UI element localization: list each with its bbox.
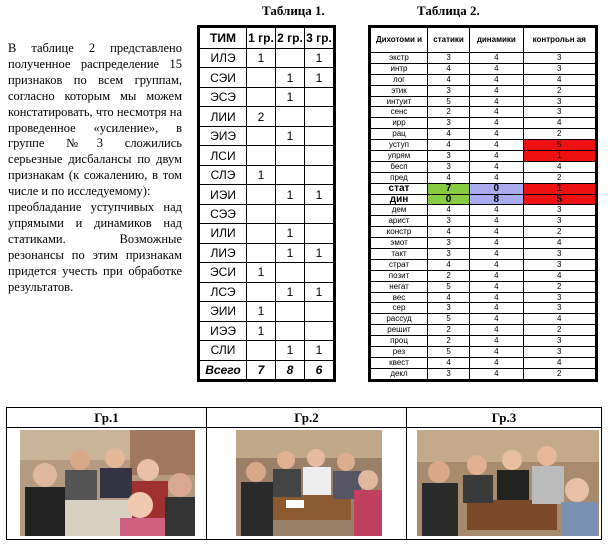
table2-value-cell: 4 (470, 205, 523, 216)
table2-value-cell: 4 (470, 140, 523, 151)
table1-count-cell (247, 87, 276, 106)
table1-count-cell (305, 126, 334, 145)
table2-dichotomy-cell: экстр (371, 53, 428, 64)
table1-count-cell: 1 (305, 341, 334, 360)
table1-count-cell (305, 224, 334, 243)
table2-value-cell: 4 (428, 129, 470, 140)
table2-value-cell: 3 (428, 303, 470, 314)
table2-row (371, 74, 596, 85)
table1-type-cell: ЭСИ (200, 263, 247, 282)
table2-row (371, 96, 596, 107)
table2-value-cell: 8 (470, 194, 523, 205)
table2-value-cell: 4 (428, 357, 470, 368)
table2-dichotomy-cell: дем (371, 205, 428, 216)
table2-value-cell: 5 (523, 140, 595, 151)
table2-value-cell: 2 (523, 227, 595, 238)
photo-cell-group2 (207, 408, 407, 539)
table2-row (371, 194, 596, 205)
table2-dichotomy-cell: проц (371, 336, 428, 347)
table2-value-cell: 3 (523, 336, 595, 347)
table2-header-2: динамики (470, 28, 523, 53)
table2-dichotomy-cell: интуит (371, 96, 428, 107)
table2-value-cell: 4 (470, 314, 523, 325)
table2-row (371, 118, 596, 129)
table2-value-cell: 2 (523, 368, 595, 379)
table2-dichotomy-cell: декл (371, 368, 428, 379)
table2-row (371, 129, 596, 140)
table1-row (200, 87, 334, 106)
table2-dichotomy-cell: рассуд (371, 314, 428, 325)
table1-count-cell: 2 (247, 107, 276, 126)
table1-count-cell: 1 (247, 165, 276, 184)
photo-header-group2: Гр.2 (207, 408, 406, 428)
table2-value-cell: 4 (428, 172, 470, 183)
table2-value-cell: 4 (428, 292, 470, 303)
table2-value-cell: 4 (470, 249, 523, 260)
table2-value-cell: 0 (470, 183, 523, 194)
table2-dichotomy-cell: рез (371, 347, 428, 358)
table1-count-cell (276, 146, 305, 165)
table2-dichotomy-cell: интр (371, 63, 428, 74)
table2-row (371, 140, 596, 151)
table1-row (200, 107, 334, 126)
table2-value-cell: 3 (523, 249, 595, 260)
table2-dichotomy-cell: дин (371, 194, 428, 205)
table1-type-cell: СЛЭ (200, 165, 247, 184)
table2-value-cell: 4 (470, 303, 523, 314)
table2-dichotomy-cell: лог (371, 74, 428, 85)
table2-dichotomy-cell: рац (371, 129, 428, 140)
table2-value-cell: 2 (523, 85, 595, 96)
table1-type-cell: СЭЭ (200, 204, 247, 223)
table1-count-cell: 1 (276, 185, 305, 204)
group1-photo (20, 430, 195, 536)
table1-type-cell: ЭСЭ (200, 87, 247, 106)
table2-row (371, 85, 596, 96)
table1-count-cell: 1 (276, 243, 305, 262)
table2-value-cell: 2 (428, 270, 470, 281)
table1-total-cell: 6 (305, 360, 334, 380)
table2-value-cell: 4 (523, 314, 595, 325)
table1-count-cell (305, 146, 334, 165)
table1-row (200, 49, 334, 68)
table2-caption: Таблица 2. (417, 3, 480, 18)
table1-row (200, 68, 334, 87)
table1-count-cell (247, 146, 276, 165)
table2-value-cell: 3 (523, 292, 595, 303)
table2-dichotomy-cell: констр (371, 227, 428, 238)
table2-value-cell: 1 (523, 183, 595, 194)
table2-header-row (371, 28, 596, 53)
table1-count-cell (276, 302, 305, 321)
table1 (197, 25, 336, 382)
table2-value-cell: 3 (428, 85, 470, 96)
table1-type-cell: ИЭЭ (200, 321, 247, 340)
table2-value-cell: 4 (470, 281, 523, 292)
table1-count-cell (247, 185, 276, 204)
table2-value-cell: 4 (470, 129, 523, 140)
table2-value-cell: 4 (470, 118, 523, 129)
table1-count-cell: 1 (276, 224, 305, 243)
table1-count-cell: 1 (276, 87, 305, 106)
table1-count-cell: 1 (247, 49, 276, 68)
table1-type-cell: ЛИЭ (200, 243, 247, 262)
table2-value-cell: 4 (428, 74, 470, 85)
table1-count-cell: 1 (276, 282, 305, 301)
table2-value-cell: 4 (428, 140, 470, 151)
table2-value-cell: 4 (470, 74, 523, 85)
table2-row (371, 238, 596, 249)
table1-type-cell: ЭИЭ (200, 126, 247, 145)
table2-dichotomy-cell: бесп (371, 161, 428, 172)
table2-value-cell: 0 (428, 194, 470, 205)
table2-dichotomy-cell: квест (371, 357, 428, 368)
table2-dichotomy-cell: уступ (371, 140, 428, 151)
table2-row (371, 303, 596, 314)
table2-value-cell: 3 (428, 238, 470, 249)
table1-count-cell (305, 321, 334, 340)
table1-count-cell (247, 282, 276, 301)
table1-count-cell: 1 (276, 126, 305, 145)
table1-header-2: 2 гр. (276, 28, 305, 49)
table2-value-cell: 5 (523, 194, 595, 205)
table2-dichotomy-cell: эмот (371, 238, 428, 249)
table2-header-1: статики (428, 28, 470, 53)
table2-value-cell: 3 (523, 216, 595, 227)
table2-dichotomy-cell: сер (371, 303, 428, 314)
table2-row (371, 347, 596, 358)
table1-count-cell (305, 302, 334, 321)
table2-value-cell: 4 (470, 63, 523, 74)
table2-row (371, 281, 596, 292)
table2-value-cell: 4 (523, 357, 595, 368)
table1-count-cell: 1 (305, 68, 334, 87)
table1-caption: Таблица 1. (262, 3, 325, 18)
table2-value-cell: 4 (428, 63, 470, 74)
table1-count-cell (276, 165, 305, 184)
table2 (368, 25, 598, 382)
table2-dichotomy-cell: решит (371, 325, 428, 336)
table1-row (200, 126, 334, 145)
table1-row (200, 341, 334, 360)
table1-count-cell (305, 204, 334, 223)
paragraph-1: В таблице 2 представлено полученное распределение 15 признаков по всем группам, согласно которым мы можем констатировать, что несмотря на проведенное «усиление», в группе №3 сложились серьезные дисбалансы по двум признакам (к сожалению, в том числе и по исследуемому): (8, 41, 182, 199)
table2-value-cell: 4 (470, 172, 523, 183)
table2-value-cell: 4 (523, 118, 595, 129)
table2-row (371, 259, 596, 270)
table2-value-cell: 3 (523, 303, 595, 314)
table2-dichotomy-cell: упрям (371, 151, 428, 162)
table2-value-cell: 5 (428, 314, 470, 325)
table1-row (200, 204, 334, 223)
table1-header-3: 3 гр. (305, 28, 334, 49)
table2-value-cell: 4 (470, 96, 523, 107)
table2-value-cell: 3 (428, 161, 470, 172)
table1-total-cell: 7 (247, 360, 276, 380)
paragraph-2: преобладание уступчивых над упрямыми и динамиков над статиками. Возможные резонансы по этим признакам придется учесть при обработке результатов. (8, 200, 182, 294)
table2-value-cell: 4 (470, 336, 523, 347)
table2-value-cell: 3 (428, 118, 470, 129)
table2-header-3: контрольн ая (523, 28, 595, 53)
table1-row (200, 146, 334, 165)
table1-total-row (200, 360, 334, 380)
table1-type-cell: ЛСЭ (200, 282, 247, 301)
table2-row (371, 357, 596, 368)
table2-dichotomy-cell: такт (371, 249, 428, 260)
table2-row (371, 172, 596, 183)
table2-dichotomy-cell: ирр (371, 118, 428, 129)
table2-row (371, 227, 596, 238)
table2-value-cell: 3 (523, 107, 595, 118)
table2-dichotomy-cell: арист (371, 216, 428, 227)
table2-value-cell: 4 (470, 347, 523, 358)
table2-value-cell: 4 (428, 205, 470, 216)
table1-row (200, 282, 334, 301)
table2-value-cell: 2 (523, 325, 595, 336)
table2-header-0: Дихотоми и (371, 28, 428, 53)
table1-header-0: ТИМ (200, 28, 247, 49)
table1-row (200, 263, 334, 282)
table1-row (200, 185, 334, 204)
photo-header-group3: Гр.3 (407, 408, 601, 428)
table2-value-cell: 2 (523, 281, 595, 292)
table1-type-cell: ЛИИ (200, 107, 247, 126)
table2-value-cell: 3 (523, 63, 595, 74)
table2-row (371, 325, 596, 336)
table1-count-cell (247, 341, 276, 360)
table1-count-cell (305, 87, 334, 106)
table2-dichotomy-cell: негат (371, 281, 428, 292)
photo-cell-group3 (407, 408, 601, 539)
body-paragraph (8, 41, 182, 296)
table1-type-cell: СЛИ (200, 341, 247, 360)
table2-value-cell: 4 (470, 292, 523, 303)
table2-value-cell: 4 (523, 270, 595, 281)
table2-value-cell: 2 (428, 336, 470, 347)
table2-dichotomy-cell: пред (371, 172, 428, 183)
table2-row (371, 216, 596, 227)
table1-count-cell: 1 (305, 282, 334, 301)
table1-count-cell: 1 (305, 185, 334, 204)
table2-value-cell: 4 (428, 259, 470, 270)
table2-value-cell: 4 (523, 74, 595, 85)
table1-count-cell: 1 (247, 302, 276, 321)
table2-value-cell: 5 (428, 347, 470, 358)
table2-value-cell: 4 (470, 85, 523, 96)
table2-value-cell: 5 (428, 96, 470, 107)
table2-value-cell: 5 (428, 281, 470, 292)
table1-count-cell (247, 126, 276, 145)
table1-total-cell: 8 (276, 360, 305, 380)
table1-row (200, 165, 334, 184)
table2-dichotomy-cell: этик (371, 85, 428, 96)
table2-value-cell: 4 (470, 325, 523, 336)
table2-row (371, 161, 596, 172)
table1-type-cell: ЛСИ (200, 146, 247, 165)
table2-value-cell: 3 (428, 53, 470, 64)
table2-value-cell: 3 (523, 259, 595, 270)
table1-count-cell (276, 204, 305, 223)
table2-value-cell: 4 (470, 53, 523, 64)
table1-count-cell (276, 263, 305, 282)
table1-count-cell (247, 68, 276, 87)
table2-row (371, 151, 596, 162)
table1-count-cell (305, 165, 334, 184)
table2-row (371, 336, 596, 347)
table1-type-cell: ИЛЭ (200, 49, 247, 68)
table2-value-cell: 4 (470, 357, 523, 368)
table2-value-cell: 4 (470, 227, 523, 238)
table2-value-cell: 3 (428, 368, 470, 379)
table2-value-cell: 3 (523, 96, 595, 107)
table1-header-1: 1 гр. (247, 28, 276, 49)
table1-row (200, 302, 334, 321)
table2-row (371, 53, 596, 64)
table2-dichotomy-cell: сенс (371, 107, 428, 118)
table1-count-cell (305, 107, 334, 126)
table1-count-cell (247, 243, 276, 262)
table1-type-cell: ИЭИ (200, 185, 247, 204)
table2-dichotomy-cell: стат (371, 183, 428, 194)
table1-count-cell (276, 49, 305, 68)
table1-count-cell (247, 204, 276, 223)
photo-cell-group1 (7, 408, 207, 539)
table2-value-cell: 4 (470, 238, 523, 249)
table2-value-cell: 2 (523, 172, 595, 183)
table2-value-cell: 3 (428, 216, 470, 227)
table2-dichotomy-cell: страт (371, 259, 428, 270)
table2-value-cell: 3 (523, 205, 595, 216)
table2-row (371, 270, 596, 281)
table1-count-cell (276, 321, 305, 340)
group2-photo (236, 430, 382, 536)
table1-row (200, 243, 334, 262)
table2-row (371, 183, 596, 194)
table1-count-cell: 1 (276, 341, 305, 360)
group3-photo (417, 430, 599, 536)
table2-row (371, 107, 596, 118)
table2-dichotomy-cell: вес (371, 292, 428, 303)
photo-header-group1: Гр.1 (7, 408, 206, 428)
table2-dichotomy-cell: позит (371, 270, 428, 281)
table2-value-cell: 3 (428, 249, 470, 260)
table2-row (371, 205, 596, 216)
table1-type-cell: ЭИИ (200, 302, 247, 321)
table1-count-cell (247, 224, 276, 243)
photo-strip (6, 407, 602, 540)
table2-value-cell: 4 (523, 161, 595, 172)
table2-value-cell: 4 (470, 270, 523, 281)
table2-row (371, 292, 596, 303)
table2-value-cell: 4 (470, 161, 523, 172)
table1-row (200, 321, 334, 340)
table2-value-cell: 4 (470, 368, 523, 379)
table1-total-cell: Всего (200, 360, 247, 380)
table2-row (371, 63, 596, 74)
table2-value-cell: 4 (470, 107, 523, 118)
table2-value-cell: 2 (428, 107, 470, 118)
table2-value-cell: 4 (428, 227, 470, 238)
table2-row (371, 368, 596, 379)
table2-value-cell: 2 (428, 325, 470, 336)
table1-type-cell: ИЛИ (200, 224, 247, 243)
table2-value-cell: 3 (523, 347, 595, 358)
table2-value-cell: 3 (523, 53, 595, 64)
table1-count-cell: 1 (276, 68, 305, 87)
table1-count-cell: 1 (247, 263, 276, 282)
table2-value-cell: 4 (470, 216, 523, 227)
table1-count-cell: 1 (305, 243, 334, 262)
table2-value-cell: 4 (470, 259, 523, 270)
table1-header-row (200, 28, 334, 49)
table1-row (200, 224, 334, 243)
table1-count-cell (305, 263, 334, 282)
table1-type-cell: СЭИ (200, 68, 247, 87)
table1-count-cell: 1 (247, 321, 276, 340)
table2-value-cell: 1 (523, 151, 595, 162)
table2-value-cell: 4 (523, 238, 595, 249)
table2-value-cell: 3 (428, 151, 470, 162)
table1-count-cell (276, 107, 305, 126)
table2-value-cell: 2 (523, 129, 595, 140)
table2-row (371, 314, 596, 325)
table2-row (371, 249, 596, 260)
table2-value-cell: 4 (470, 151, 523, 162)
table2-value-cell: 7 (428, 183, 470, 194)
table1-count-cell: 1 (305, 49, 334, 68)
